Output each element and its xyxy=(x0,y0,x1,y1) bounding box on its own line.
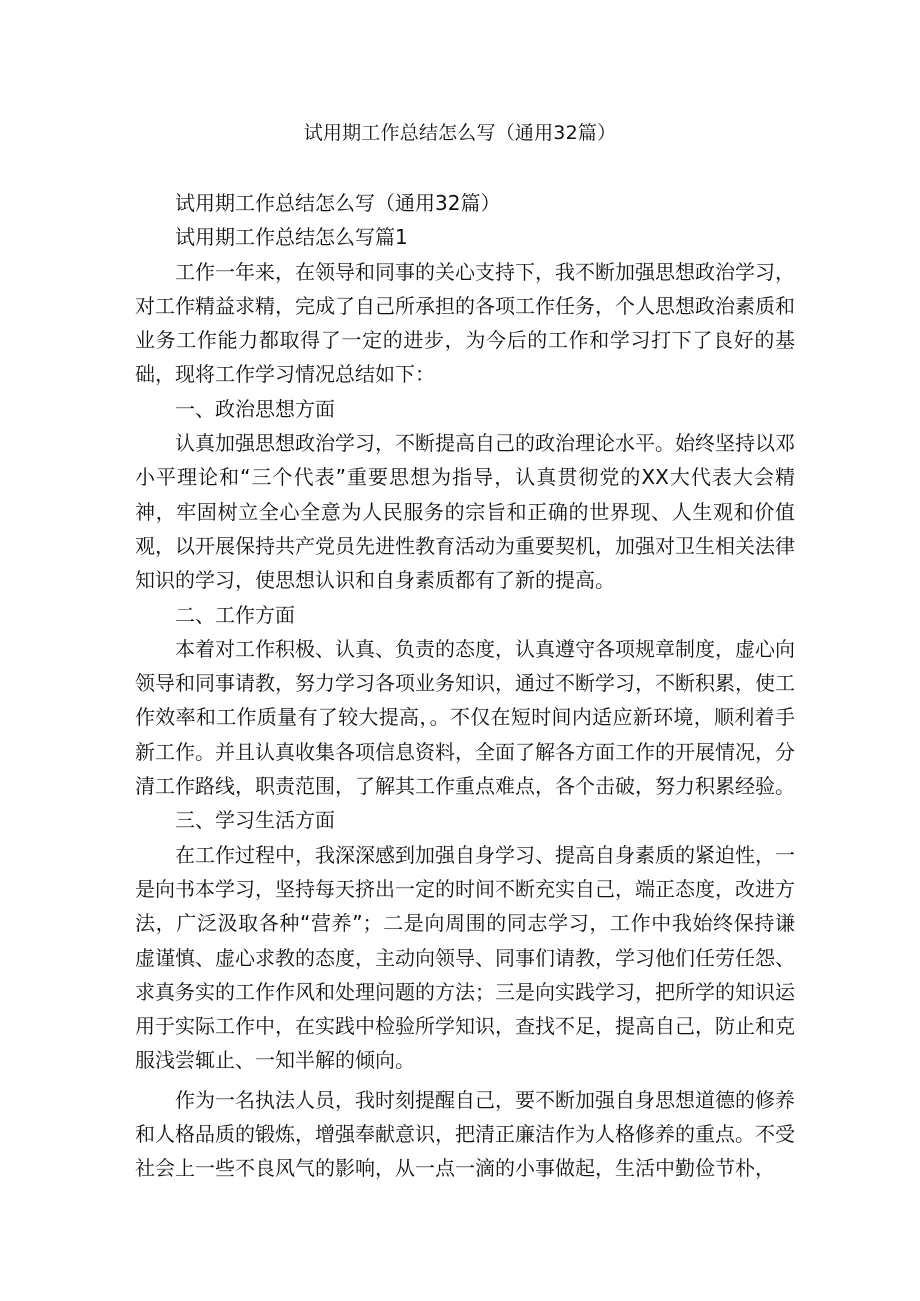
section-heading-article-1: 试用期工作总结怎么写篇1 xyxy=(175,225,408,250)
section-heading-study-life: 三、学习生活方面 xyxy=(175,808,335,833)
self-discipline-paragraph: 作为一名执法人员，我时刻提醒自己，要不断加强自身思想道德的修养和人格品质的锻炼，增强奉献意识，把清正廉洁作为人格修养的重点。不受社会上一些不良风气的影响，从一点一滴的小事做起，生活中勤俭节朴， xyxy=(135,1087,795,1181)
politics-paragraph: 认真加强思想政治学习，不断提高自己的政治理论水平。始终坚持以邓小平理论和“三个代表”重要思想为指导，认真贯彻党的XX大代表大会精神，牢固树立全心全意为人民服务的宗旨和正确的世界现、人生观和价值观，以开展保持共产党员先进性教育活动为重要契机，加强对卫生相关法律知识的学习，使思想认识和自身素质都有了新的提高。 xyxy=(135,431,795,593)
section-heading-work: 二、工作方面 xyxy=(175,602,295,627)
intro-paragraph: 工作一年来，在领导和同事的关心支持下，我不断加强思想政治学习，对工作精益求精，完成了自己所承担的各项工作任务，个人思想政治素质和业务工作能力都取得了一定的进步，为今后的工作和学习打下了良好的基础，现将工作学习情况总结如下： xyxy=(135,259,795,387)
subtitle-paragraph: 试用期工作总结怎么写（通用32篇） xyxy=(175,191,501,215)
section-heading-politics: 一、政治思想方面 xyxy=(175,396,335,421)
study-life-paragraph: 在工作过程中，我深深感到加强自身学习、提高自身素质的紧迫性，一是向书本学习，坚持每天挤出一定的时间不断充实自己，端正态度，改进方法，广泛汲取各种“营养”；二是向周围的同志学习，工作中我始终保持谦虚谨慎、虚心求教的态度，主动向领导、同事们请教，学习他们任劳任怨、求真务实的工作作风和处理问题的方法；三是向实践学习，把所学的知识运用于实际工作中，在实践中检验所学知识，查找不足，提高自己，防止和克服浅尝辄止、一知半解的倾向。 xyxy=(135,842,795,1073)
work-paragraph: 本着对工作积极、认真、负责的态度，认真遵守各项规章制度，虚心向领导和同事请教，努力学习各项业务知识，通过不断学习，不断积累，使工作效率和工作质量有了较大提高，。不仅在短时间内适应新环境，顺利着手新工作。并且认真收集各项信息资料，全面了解各方面工作的开展情况，分清工作路线，职责范围，了解其工作重点难点，各个击破，努力积累经验。 xyxy=(135,636,795,799)
document-title: 试用期工作总结怎么写（通用32篇） xyxy=(303,122,617,144)
document-body xyxy=(135,186,795,1186)
